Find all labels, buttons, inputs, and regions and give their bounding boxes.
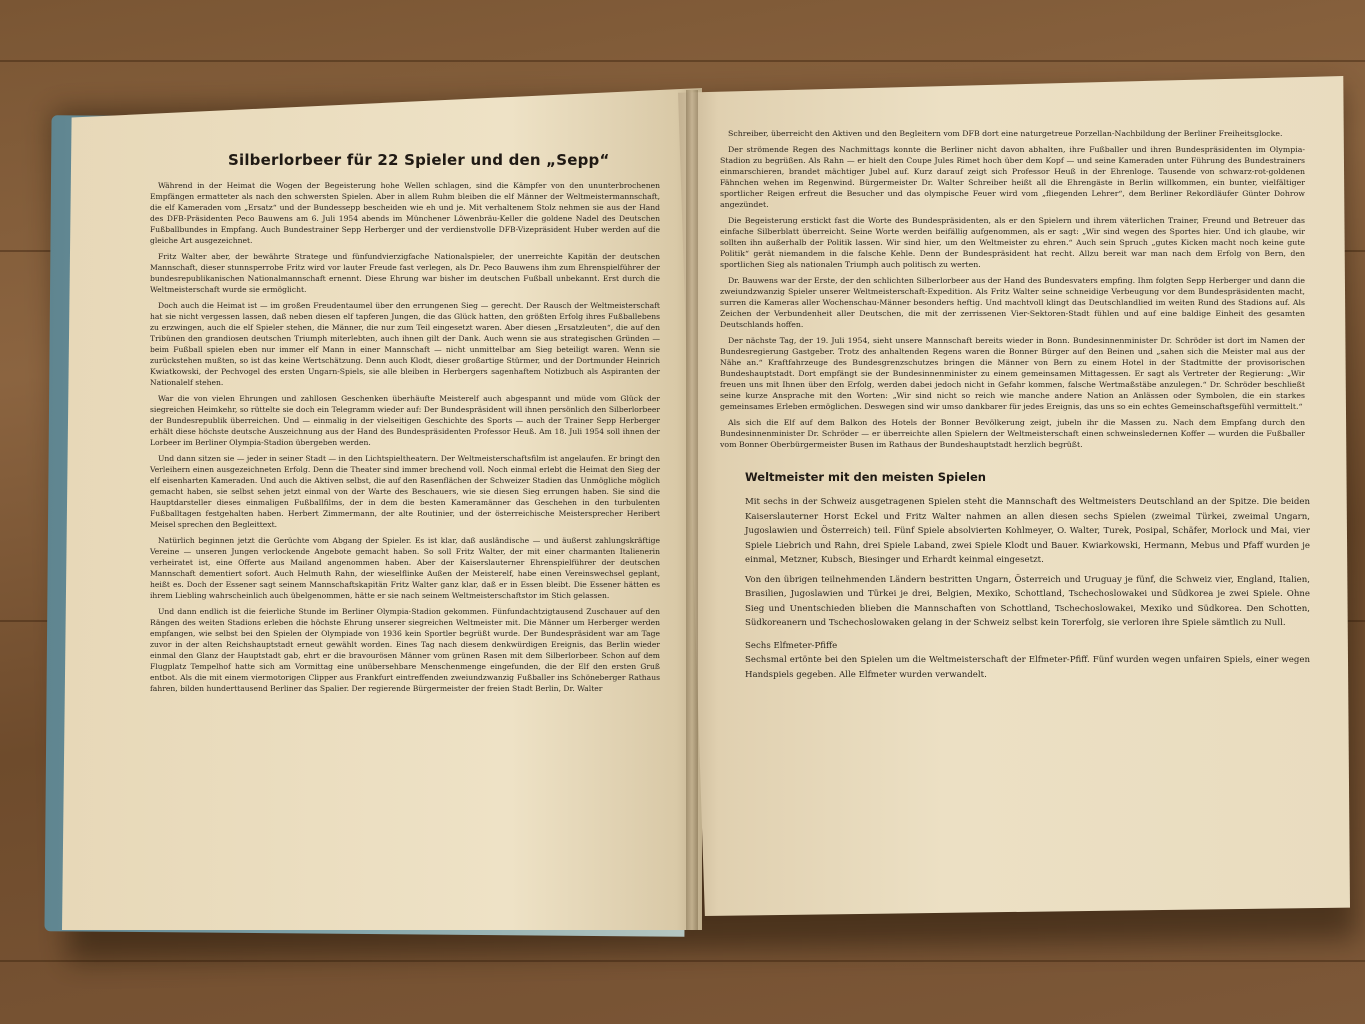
right-page-text — [720, 128, 1310, 687]
right-paragraph: Als sich die Elf auf dem Balkon des Hotels der Bonner Bevölkerung zeigt, jubeln ihr die Massen zu. Nach dem Empfang durch den Bundesinnenminister Dr. Schröder — er überreichte allen Spielern der Weltmeisterschaft einen schweinsledernen Koffer — wurden die Fußballer vom Bonner Oberbürgermeister Busen im Rathaus der Bundeshauptstadt herzlich begrüßt. — [720, 418, 1305, 449]
left-paragraph: Während in der Heimat die Wogen der Begeisterung hohe Wellen schlagen, sind die Kämpfer von den ununterbrochenen Empfängen ermatteter als nach den schwersten Spielen. Aber in allem Ruhm bleiben die elf Männer der Weltmeistermannschaft, die elf Kameraden vom „Ersatz“ und der Bundessepp bescheiden wie eh und je. Mit verhaltenem Stolz nehmen sie aus der Hand des DFB-Präsidenten Peco Bauwens am 6. Juli 1954 abends im Münchener Löwenbräu-Keller die goldene Nadel des Deutschen Fußballbundes in Empfang. Auch Bundestrainer Sepp Herberger und der verdienstvolle DFB-Vizepräsident Huber werden auf die gleiche Art ausgezeichnet. — [150, 181, 660, 245]
right-paragraph: Dr. Bauwens war der Erste, der den schlichten Silberlorbeer aus der Hand des Bundesvaters empfing. Ihm folgten Sepp Herberger und dann die zweiundzwanzig Spieler unserer Weltmeisterschaft-Expedition. Als Fritz Walter seine schneidige Verbeugung vor dem Bundespräsidenten macht, surren die Kameras aller Wochenschau-Männer besonders heftig. Und machtvoll klingt das Deutschlandlied im weiten Rund des Stadions auf. Als Zeichen der Verbundenheit aller Deutschen, die mit der zerrissenen Vier-Sektoren-Stadt fühlen und auf eine baldige Einheit des gesamten Deutschlands hoffen. — [720, 276, 1305, 329]
right-paragraph: Der strömende Regen des Nachmittags konnte die Berliner nicht davon abhalten, ihre Fußballer und ihren Bundespräsidenten im Olympia-Stadion zu begrüßen. Als Rahn — er hielt den Coupe Jules Rimet hoch über dem Kopf — und seine Kameraden unter Führung des Bundestrainers einmarschieren, brandet mächtiger Jubel auf. Kurz darauf zeigt sich Professor Heuß in der Ehrenloge. Tausende von schwarz-rot-goldenen Fähnchen wehen im Regenwind. Bürgermeister Dr. Walter Schreiber heißt all die Ehrengäste in Berlin willkommen, ein bunter, vielfältiger sportlicher Reigen erfreut die Besucher und das olympische Feuer wird vom „fliegenden Lehrer“, dem Berliner Rekordläufer Günter Dohrow angezündet. — [720, 145, 1305, 209]
right-paragraph: Der nächste Tag, der 19. Juli 1954, sieht unsere Mannschaft bereits wieder in Bonn. Bundesinnenminister Dr. Schröder ist dort im Namen der Bundesregierung Gastgeber. Trotz des anhaltenden Regens waren die Bonner Bürger auf den Beinen und „sahen sich die Meister mal aus der Nähe an.“ Kraftfahrzeuge des Bundesgrenzschutzes bringen die Männer von Bern zu einem Hotel in der Stadtmitte der provisorischen Bundeshauptstadt. Dort empfängt sie der Bundesinnenminister zu einem gemeinsamen Mittagessen. Er sagt als Vertreter der Regierung: „Wir freuen uns mit Ihnen über den Erfolg, werden dabei jedoch nicht in Gefahr kommen, falsche Wertmaßstäbe anzulegen.“ Dr. Schröder beschließt seine kurze Ansprache mit den Worten: „Wir sind nicht so reich wie manche andere Nation an Anlässen oder Symbolen, die ein starkes gemeinsames Erleben ermöglichen. Deswegen sind wir umso dankbarer für jedes Ereignis, das uns so ein echtes Gemeinschaftsgefühl vermittelt.“ — [720, 336, 1305, 411]
left-paragraph: Fritz Walter aber, der bewährte Stratege und fünfundvierzigfache Nationalspieler, der unerreichte Kapitän der deutschen Mannschaft, dieser stunnsperrobe Fritz wird vor lauter Freude fast verlegen, als Dr. Peco Bauwens ihm zum Ehrenspielführer der bundesrepublikanischen Nationalmannschaft ernennt. Diese Ehrung war bisher im deutschen Fußball unbekannt. Erst durch die Weltmeisterschaft wurde sie ermöglicht. — [150, 252, 660, 294]
table-plank-line — [0, 960, 1365, 962]
left-paragraph: Doch auch die Heimat ist — im großen Freudentaumel über den errungenen Sieg — gerecht. Der Rausch der Weltmeisterschaft hat sie nicht vergessen lassen, daß neben diesen elf tapferen Jungen, die das Glück hatten, den größten Erfolg ihres Fußballebens zu erzwingen, auch die elf Spieler stehen, die Männer, die nur zum Teil eingesetzt waren. Aber diesen „Ersatzleuten“, die auf den Tribünen den grandiosen deutschen Triumph miterlebten, auch ihnen gilt der Dank. Auch wenn sie aus strategischen Gründen — beim Fußball spielen eben nur immer elf Mann in einer Mannschaft — nicht unmittelbar am Sieg beteiligt waren. Wenn sie zurückstehen mußten, so ist das keine Wertschätzung. Denn auch Klodt, dieser großartige Stürmer, und der Dortmunder Heinrich Kwiatkowski, der Pechvogel des ersten Ungarn-Spiels, sie alle bleiben in Herbergers sagenhaftem Notizbuch als Aspiranten der Nationalelf stehen. — [150, 301, 660, 387]
right-paragraph: Schreiber, überreicht den Aktiven und den Begleitern vom DFB dort eine naturgetreue Porzellan-Nachbildung der Berliner Freiheitsglocke. — [728, 129, 1283, 138]
table-plank-line — [0, 60, 1365, 62]
left-page-text — [150, 120, 660, 699]
right-paragraph: Die Begeisterung erstickt fast die Worte des Bundespräsidenten, als er den Spielern und ihrem väterlichen Trainer, Freund und Betreuer das einfache Silberblatt überreicht. Seine Worte werden beifällig aufgenommen, als er sagt: „Wir sind wegen des Sportes hier. Und ich glaube, wir sollten ihn außerhalb der Politik lassen. Wir sind hier, um den Weltmeister zu ehren.“ Auch sein Spruch „gutes Kicken macht noch keine gute Politik“ gerät niemandem in die falsche Kehle. Denn der Bundespräsident hat recht. Allzu bereit war man nach dem Erfolg von Bern, den sportlichen Sieg als nationalen Triumph auch politisch zu werten. — [720, 216, 1305, 269]
left-paragraph: War die von vielen Ehrungen und zahllosen Geschenken überhäufte Meisterelf auch abgespannt und müde vom Glück der siegreichen Heimkehr, so rüttelte sie doch ein Telegramm wieder auf: Der Bundespräsident will ihnen persönlich den Silberlorbeer der Bundesrepublik überreichen. Und — einmalig in der vielseitigen Geschichte des Sports — auch der Trainer Sepp Herberger erhält diese höchste deutsche Auszeichnung aus der Hand des Bundespräsidenten Professor Heuß. Am 18. Juli 1954 soll ihnen der Lorbeer im Berliner Olympia-Stadion übergeben werden. — [150, 394, 660, 447]
right-lower-paragraph: Von den übrigen teilnehmenden Ländern bestritten Ungarn, Österreich und Uruguay je fünf, die Schweiz vier, England, Italien, Brasilien, Jugoslawien und Türkei je drei, Belgien, Mexiko, Schottland, Tschechoslowakei und Südkorea je zwei Spiele. Ohne Sieg und Unentschieden blieben die Mannschaften von Schottland, Tschechoslowakei, Mexiko und Südkorea. Den Schotten, Südkoreanern und Tschechoslowaken gelang in der Schweiz selbst kein Torerfolg, sie verloren ihre Spiele sämtlich zu Null. — [745, 574, 1310, 628]
right-final-paragraph: Sechsmal ertönte bei den Spielen um die Weltmeisterschaft der Elfmeter-Pfiff. Fünf wurden wegen unfairen Spiels, einer wegen Handspiels gegeben. Alle Elfmeter wurden verwandelt. — [745, 655, 1310, 680]
right-lower-paragraph: Mit sechs in der Schweiz ausgetragenen Spielen steht die Mannschaft des Weltmeisters Deutschland an der Spitze. Die beiden Kaiserslauterner Horst Eckel und Fritz Walter nahmen an allen diesen sechs Spielen (zweimal Türkei, zweimal Ungarn, Jugoslawien und Österreich) teil. Fünf Spiele absolvierten Kohlmeyer, O. Walter, Turek, Posipal, Schäfer, Morlock und Mai, vier Spiele Liebrich und Rahn, drei Spiele Laband, zwei Spiele Klodt und Bauer. Kwiarkowski, Hermann, Mebus und Pfaff wurden je einmal, Metzner, Kubsch, Biesinger und Erhardt keinmal eingesetzt. — [745, 497, 1310, 565]
right-page-heading: Weltmeister mit den meisten Spielen — [745, 470, 986, 484]
left-page-title: Silberlorbeer für 22 Spieler und den „Sepp“ — [228, 151, 610, 169]
right-page-subheading: Sechs Elfmeter-Pfiffe — [745, 640, 838, 651]
left-paragraph: Und dann sitzen sie — jeder in seiner Stadt — in den Lichtspieltheatern. Der Weltmeisterschaftsfilm ist angelaufen. Er bringt den Verleihern einen ausgezeichneten Erfolg. Denn die Theater sind immer brechend voll. Noch einmal erlebt die Heimat den Sieg der elf eisenharten Kameraden. Und auch die Aktiven selbst, die auf den Rasenflächen der Schweizer Stadien das Unmögliche möglich gemacht haben, sie selbst sehen jetzt einmal von der Warte des Beschauers, wie sie diesen Sieg errungen haben. Sie sind die Hauptdarsteller dieses einmaligen Fußballfilms, der in dem die besten Kameramänner das Geschehen in den turbulenten Fußballtagen festgehalten haben. Herbert Zimmermann, der alte Routinier, und der österreichische Meistersprecher Heribert Meisel sprechen den Begleittext. — [150, 454, 660, 529]
left-paragraph: Natürlich beginnen jetzt die Gerüchte vom Abgang der Spieler. Es ist klar, daß ausländische — und äußerst zahlungskräftige Vereine — unseren Jungen verlockende Angebote gemacht haben. So soll Fritz Walter, der mit einer charmanten Italienerin verheiratet ist, eine Offerte aus Mailand angenommen haben. Aber der Kaiserslauterner Ehrenspielführer der deutschen Mannschaft dementiert sofort. Auch Helmuth Rahn, der wieselflinke Außen der Meisterelf, habe einen Vereinswechsel geplant, heißt es. Doch der Essener sagt seinem Mannschaftskapitän Fritz Walter ganz klar, daß er in Essen bleibt. Die Essener hätten es ihrem Liebling wahrscheinlich auch übelgenommen, hätte er sie nach seinem Weltmeisterschaftstor im Stich gelassen. — [150, 536, 660, 600]
left-paragraph: Und dann endlich ist die feierliche Stunde im Berliner Olympia-Stadion gekommen. Fünfundachtzigtausend Zuschauer auf den Rängen des weiten Stadions erleben die höchste Ehrung unserer siegreichen Weltmeister mit. Die Männer um Herberger werden empfangen, wie selbst bei den Spielen der Olympiade von 1936 kein Sportler begrüßt wurde. Der Bundespräsident war am Tage zuvor in der alten Reichshauptstadt erneut gewählt worden. Eines Tag nach diesem denkwürdigen Ereignis, das Berlin wieder einmal den Glanz der Hauptstadt gab, ehrt er die bravourösen Männer vom grünen Rasen mit dem Silberlorbeer. Schon auf dem Flugplatz Tempelhof hatte sich am Vormittag eine unübersehbare Menschenmenge eingefunden, die der Elf den ersten Gruß entbot. Als die mit einem viermotorigen Clipper aus Frankfurt eintreffenden zweiundzwanzig Fußballer ins Schöneberger Rathaus fahren, bilden hunderttausend Berliner das Spalier. Der regierende Bürgermeister der freien Stadt Berlin, Dr. Walter — [150, 607, 660, 693]
book-gutter — [686, 90, 698, 930]
right-page-lower-section — [745, 495, 1310, 682]
